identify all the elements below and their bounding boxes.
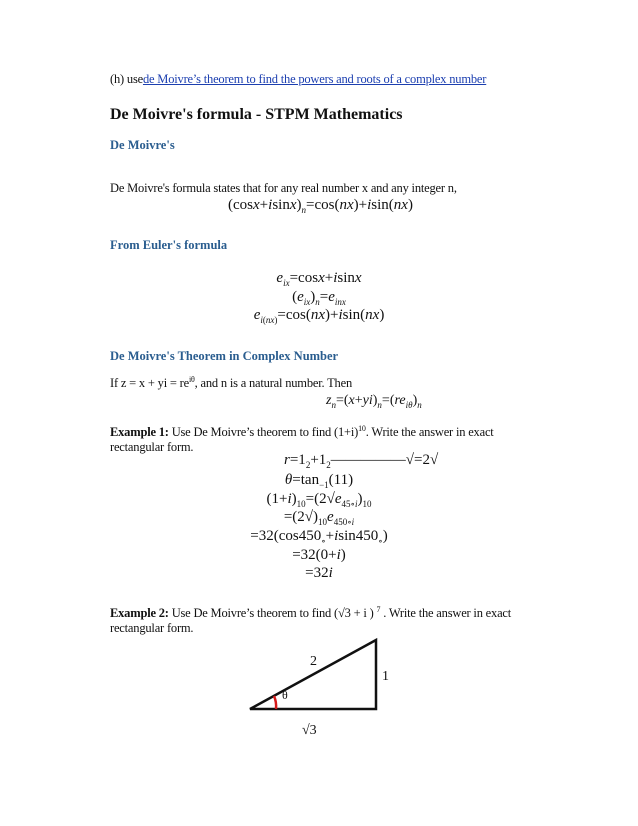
euler-line-1: $e_{ix}=\cos x+isinx$ xyxy=(276,270,362,288)
section-heading-de-moivre: De Moivre's xyxy=(110,138,175,152)
example2-text-2: rectangular form. xyxy=(110,621,194,635)
zn-formula: $z_n=(x+yi)_n=(re_{i\theta})_n$ xyxy=(326,393,422,410)
section-heading-complex: De Moivre's Theorem in Complex Number xyxy=(110,349,339,363)
euler-line-3: $e_{i(nx)}=\cos(nx)+isin(nx)$ xyxy=(253,307,385,325)
intro-line xyxy=(110,72,486,87)
ex1-line-5: $=32(\cos 450_\circ+isin450_\circ)$ xyxy=(250,528,388,546)
section1-text: De Moivre's formula states that for any real number x and any integer n, xyxy=(110,181,457,195)
side-label: 1 xyxy=(382,669,389,684)
page-title: De Moivre's formula - STPM Mathematics xyxy=(110,106,403,123)
topic-link[interactable]: de Moivre’s theorem to find the powers and roots of a complex number xyxy=(142,72,487,86)
triangle-diagram xyxy=(240,636,400,742)
ex1-line-4: $=(2√)_{10}e_{450\circ i}$ xyxy=(283,509,355,527)
section-heading-euler: From Euler's formula xyxy=(110,238,228,252)
ex1-line-3: $(1+i)_{10}=(2√e_{45\circ i})_{10}$ xyxy=(266,491,372,509)
intro-prefix: (h) use xyxy=(110,72,143,86)
section3-text: If z = x + yi = $re^{i\theta}$, and n is a natural number. Then xyxy=(110,375,353,391)
euler-line-2: $(e_{ix})_n=e_{inx}$ xyxy=(292,289,346,307)
angle-label: θ xyxy=(282,688,288,702)
example1-text: Example 1: Use De Moivre’s theorem to find $(1+i)^{10}$. Write the answer in exact xyxy=(110,424,494,440)
triangle-shape xyxy=(250,640,376,709)
de-moivre-formula: $(\cos x+isinx)_n=\cos(nx)+isin(nx)$ xyxy=(228,197,413,215)
ex1-line-6: =32(0+i) xyxy=(292,547,346,563)
base-label: √3 xyxy=(302,723,317,738)
example1-text-2: rectangular form. xyxy=(110,440,194,454)
hypotenuse-label: 2 xyxy=(310,654,317,669)
ex1-line-2: $\theta=\tan_{-1}(11)$ xyxy=(284,472,354,490)
example2-text: Example 2: Use De Moivre’s theorem to find (√3 + i ) $^7$ . Write the answer in exact xyxy=(110,605,512,621)
ex1-line-7: =32i xyxy=(305,565,333,581)
ex1-line-1: $r=1_2+1_2—————√=2√$ xyxy=(284,452,439,470)
angle-arc xyxy=(274,696,276,709)
